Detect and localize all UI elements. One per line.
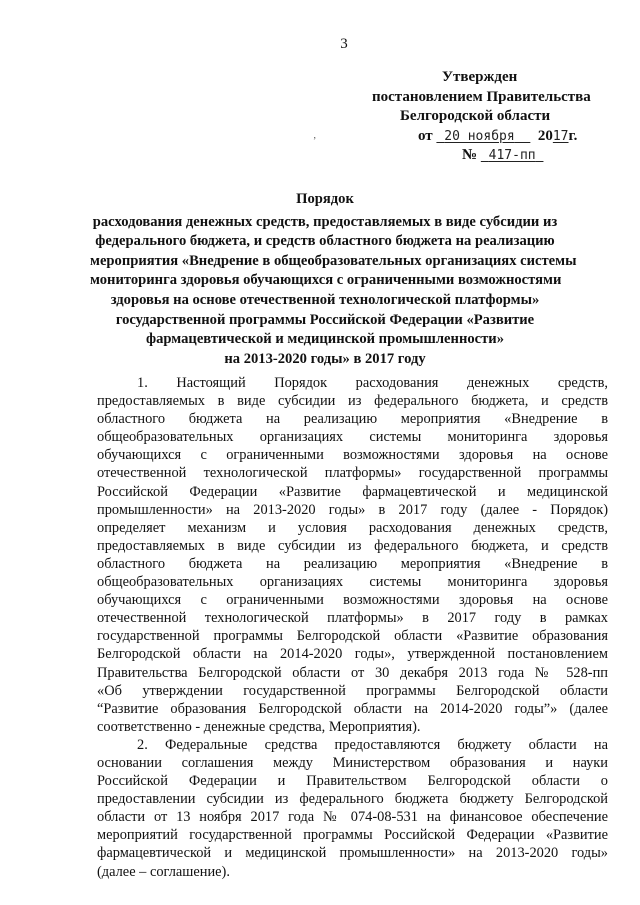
paragraph-line: 2. Федеральные средства предоставляются бюджету области на [137,736,608,753]
approval-date-prefix: от [418,127,433,144]
paragraph-line: определяет механизм и условия расходования денежных средств, [97,519,608,536]
paragraph-line: фармацевтической и медицинской промышленности» на 2013-2020 годы» [97,845,608,862]
approval-date-day-month: 20 ноября [444,128,515,144]
paragraph-line: обучающихся с ограниченными возможностями здоровья на основе [97,447,608,464]
paragraph-line: областного бюджета на реализацию мероприятия «Внедрение в [97,411,608,428]
approval-number [362,146,622,166]
title-line: мероприятия «Внедрение в общеобразовательных организациях системы [90,252,577,269]
title-main: Порядок [296,191,354,207]
approval-date-year-end: г. [568,127,578,144]
paragraph-line: предоставлении субсидии из федерального бюджета бюджету Белгородской [97,791,608,808]
approval-date-year-prefix: 20 [537,127,553,144]
stray-mark: ‚ [313,130,317,141]
approval-number-prefix: № [462,147,478,163]
paragraph-line: предоставляемых в виде субсидии из федерального бюджета, и средств [97,393,608,410]
title-line: государственной программы Российской Федерации «Развитие [115,311,535,328]
title-line: фармацевтической и медицинской промышленности» [145,331,505,348]
paragraph-line: общеобразовательных организациях системы мониторинга здоровья [97,574,608,591]
document-body [97,374,608,881]
approval-date-year-suffix: 17 [552,128,569,144]
paragraph-line: общеобразовательных организациях системы мониторинга здоровья [97,429,608,446]
title-line: здоровья на основе отечественной технологической платформы» [110,291,540,308]
paragraph-line: 1. Настоящий Порядок расходования денежных средств, [137,375,608,391]
title-line: на 2013-2020 годы» в 2017 году [224,350,426,367]
paragraph-line: мероприятий государственной программы Российской Федерации «Развитие [97,827,608,844]
paragraph-line: Российской Федерации и Правительством Белгородской области о [97,773,608,790]
paragraph-line: отечественной технологической платформы» государственной программы [97,465,608,482]
approval-line-resolution: постановлением Правительства [372,88,591,105]
paragraph-line: основании соглашения между Министерством образования и науки [97,754,608,771]
paragraph-line: государственной программы Белгородской области «Развитие образования [97,628,608,645]
paragraph-line: (далее – соглашение). [97,863,230,880]
paragraph-line: Белгородской области на 2014-2020 годы», утвержденной постановлением [97,646,608,663]
paragraph-line: Российской Федерации «Развитие фармацевтической и медицинской [97,483,608,500]
paragraph-line: промышленности» на 2013-2020 годы» в 2017 году (далее - Порядок) [97,501,608,518]
paragraph-line: Правительства Белгородской области от 30 декабря 2013 года № 528-пп [97,664,608,681]
approval-number-value: 417-пп [488,148,536,163]
paragraph-line: “Развитие образования Белгородской области на 2014-2020 годы”» (далее [97,700,608,717]
page-number: 3 [340,36,348,52]
paragraph-2 [97,736,608,881]
paragraph-line: областного бюджета на реализацию мероприятия «Внедрение в [97,555,608,572]
approval-stamp [362,68,622,166]
document-title [90,190,577,369]
paragraph-line: соответственно - денежные средства, Мероприятия). [97,718,421,735]
approval-line-approved: Утвержден [442,69,518,85]
paragraph-line: предоставляемых в виде субсидии из федерального бюджета, и средств [97,537,608,554]
title-line: расходования денежных средств, предоставляемых в виде субсидии из [92,213,558,230]
paragraph-1 [97,374,608,736]
paragraph-line: области от 13 ноября 2017 года № 074-08-531 на финансовое обеспечение [97,809,608,826]
paragraph-line: обучающихся с ограниченными возможностями здоровья на основе [97,592,608,609]
approval-date [362,127,622,147]
approval-line-region: Белгородской области [400,108,551,124]
paragraph-line: отечественной технологической платформы» в 2017 году в рамках [97,610,608,627]
paragraph-line: «Об утверждении государственной программы Белгородской области [97,682,608,699]
title-line: федерального бюджета, и средств областного бюджета на реализацию [95,233,555,250]
title-line: мониторинга здоровья обучающихся с ограниченными возможностями [90,272,562,289]
